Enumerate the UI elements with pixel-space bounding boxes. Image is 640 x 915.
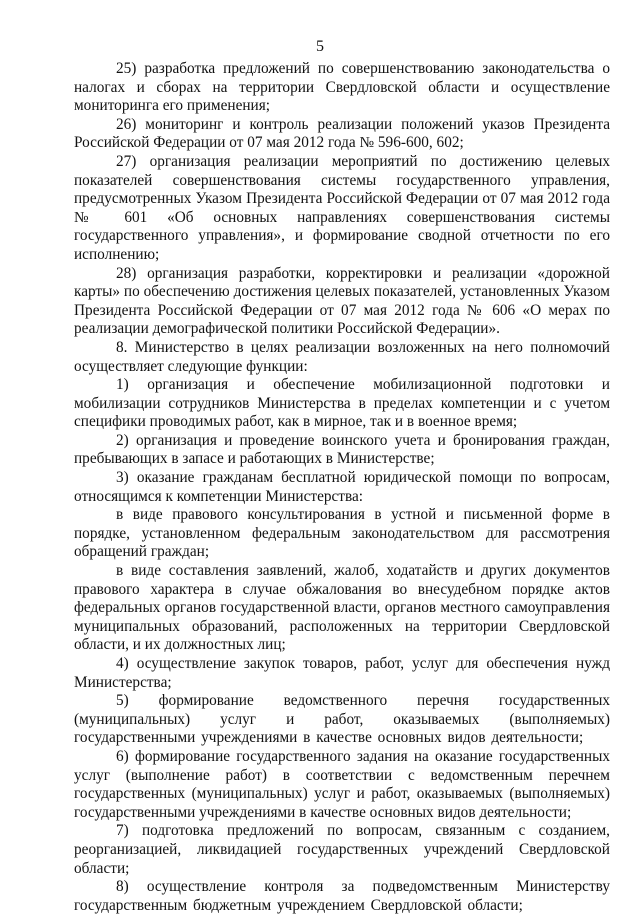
paragraph-function-7: 7) подготовка предложений по вопросам, связанным с созданием, реорганизацией, ликвидацией государственных учреждений Свердловской области; <box>74 822 610 877</box>
document-body <box>74 60 610 915</box>
paragraph-legal-consulting: в виде правового консультирования в устной и письменной форме в порядке, установленном федеральным законодательством для рассмотрения обращений граждан; <box>74 506 610 561</box>
page-number: 5 <box>316 38 324 55</box>
paragraph-function-1: 1) организация и обеспечение мобилизационной подготовки и мобилизации сотрудников Министерства в пределах компетенции и с учетом специфики проводимых работ, как в мирное, так и в военное время; <box>74 376 610 431</box>
paragraph-function-6: 6) формирование государственного задания на оказание государственных услуг (выполнение работ) в соответствии с ведомственным перечнем государственных (муниципальных) услуг и работ, оказываемых (выполняемых) государственными учреждениями в качестве основных видов деятельности; <box>74 747 610 821</box>
paragraph-function-3: 3) оказание гражданам бесплатной юридической помощи по вопросам, относящимся к компетенции Министерства: <box>74 469 610 505</box>
paragraph-item-28: 28) организация разработки, корректировки и реализации «дорожной карты» по обеспечению достижения целевых показателей, установленных Указом Президента Российской Федерации от 07 мая 2012 года № 606 «О мерах по реализации демографической политики Российской Федерации». <box>74 264 610 338</box>
paragraph-function-5: 5) формирование ведомственного перечня государственных (муниципальных) услуг и работ, оказываемых (выполняемых) государственными учреждениями в качестве основных видов деятельности; <box>74 692 610 747</box>
paragraph-item-27: 27) организация реализации мероприятий по достижению целевых показателей совершенствования системы государственного управления, предусмотренных Указом Президента Российской Федерации от 07 мая 2012 года № 601 «Об основных направлениях совершенствования системы государственного управления», и формирование сводной отчетности по его исполнению; <box>74 152 610 263</box>
paragraph-item-25: 25) разработка предложений по совершенствованию законодательства о налогах и сборах на территории Свердловской области и осуществление мониторинга его применения; <box>74 60 610 115</box>
paragraph-function-2: 2) организация и проведение воинского учета и бронирования граждан, пребывающих в запасе и работающих в Министерстве; <box>74 431 610 468</box>
paragraph-function-8: 8) осуществление контроля за подведомственным Министерству государственным бюджетным учреждением Свердловской области; <box>74 878 610 914</box>
paragraph-legal-documents: в виде составления заявлений, жалоб, ходатайств и других документов правового характера в случае обжалования во внесудебном порядке актов федеральных органов государственной власти, органов местного самоуправления муниципальных образований, расположенных на территории Свердловской области, и их должностных лиц; <box>74 562 610 654</box>
paragraph-item-26: 26) мониторинг и контроль реализации положений указов Президента Российской Федерации от 07 мая 2012 года № 596-600, 602; <box>74 115 610 152</box>
paragraph-section-8: 8. Министерство в целях реализации возложенных на него полномочий осуществляет следующие функции: <box>74 338 610 375</box>
paragraph-function-4: 4) осуществление закупок товаров, работ, услуг для обеспечения нужд Министерства; <box>74 655 610 691</box>
